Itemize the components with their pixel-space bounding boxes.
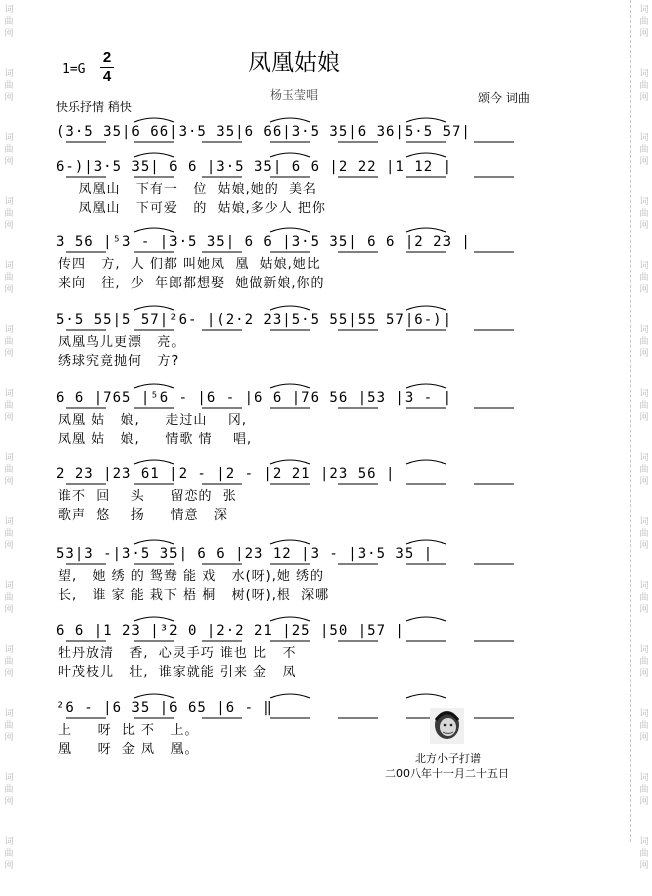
- lyric-line: 牡丹放清 香, 心灵手巧 谁也 比 不: [58, 646, 297, 661]
- watermark-group: [4, 64, 13, 128]
- watermark-glyph: 网: [639, 29, 649, 39]
- lyricist-composer: 颂今 词曲: [478, 91, 530, 105]
- watermark-glyph: 网: [4, 861, 14, 871]
- watermark-group: [4, 192, 13, 256]
- watermark-glyph: 网: [639, 541, 649, 551]
- lyric-line: 凤凰 姑 娘, 情歌 情 唱,: [58, 432, 253, 447]
- lyric-line: 望, 她 绣 的 鸳鸯 能 戏 水(呀),她 绣的: [58, 569, 324, 584]
- watermark-glyph: 曲: [639, 721, 649, 731]
- watermark-glyph: 曲: [639, 273, 649, 283]
- watermark-group: [639, 640, 648, 704]
- watermark-glyph: 网: [4, 541, 14, 551]
- watermark-glyph: 曲: [4, 529, 14, 539]
- watermark-glyph: 曲: [639, 593, 649, 603]
- watermark-glyph: 曲: [639, 17, 649, 27]
- watermark-glyph: 网: [639, 413, 649, 423]
- transcription-date: 二00八年十一月二十五日: [385, 767, 509, 780]
- lyric-line: 凰 呀 金 凤 凰。: [58, 742, 199, 757]
- watermark-glyph: 网: [4, 605, 14, 615]
- watermark-glyph: 网: [4, 221, 14, 231]
- watermark-glyph: 网: [639, 669, 649, 679]
- key-signature: 1=G: [62, 62, 86, 77]
- singer-credit: 杨玉莹唱: [270, 88, 319, 102]
- watermark-glyph: 曲: [4, 849, 14, 859]
- watermark-glyph: 网: [639, 349, 649, 359]
- watermark-glyph: 曲: [4, 209, 14, 219]
- watermark-group: [4, 320, 13, 384]
- watermark-glyph: 曲: [639, 401, 649, 411]
- watermark-group: [4, 768, 13, 832]
- watermark-right: [637, 0, 651, 896]
- watermark-glyph: 词: [4, 517, 14, 527]
- watermark-glyph: 曲: [639, 209, 649, 219]
- watermark-glyph: 网: [4, 93, 14, 103]
- page-edge-line: [630, 0, 631, 842]
- watermark-glyph: 词: [639, 837, 649, 847]
- notation-line: 5·5 55|5 57|²6- |(2·2 23|5·5 55|55 57|6-)|: [56, 312, 453, 328]
- notation-line: 3 56 |⁵3 - |3·5 35| 6 6 |3·5 35| 6 6 |2 23 |: [56, 234, 471, 250]
- notation-line: ²6 - |6 35 |6 65 |6 - ‖: [56, 700, 273, 716]
- watermark-glyph: 词: [639, 581, 649, 591]
- watermark-glyph: 网: [639, 157, 649, 167]
- watermark-glyph: 曲: [639, 529, 649, 539]
- watermark-group: [639, 128, 648, 192]
- lyric-line: 凤凰山 下可爱 的 姑娘,多少人 把你: [58, 201, 326, 216]
- watermark-glyph: 曲: [639, 81, 649, 91]
- watermark-glyph: 网: [4, 157, 14, 167]
- watermark-glyph: 曲: [4, 81, 14, 91]
- notation-line: 6-)|3·5 35| 6 6 |3·5 35| 6 6 |2 22 |1 12 |: [56, 159, 453, 175]
- watermark-glyph: 词: [639, 69, 649, 79]
- lyric-line: 传四 方, 人 们都 叫她凤 凰 姑娘,她比: [58, 257, 321, 272]
- watermark-glyph: 网: [639, 285, 649, 295]
- watermark-glyph: 网: [639, 797, 649, 807]
- watermark-glyph: 网: [4, 29, 14, 39]
- watermark-glyph: 网: [4, 477, 14, 487]
- lyric-line: 上 呀 比 不 上。: [58, 723, 199, 738]
- watermark-glyph: 词: [639, 517, 649, 527]
- watermark-glyph: 词: [639, 389, 649, 399]
- watermark-glyph: 词: [4, 773, 14, 783]
- watermark-glyph: 曲: [4, 337, 14, 347]
- watermark-glyph: 词: [4, 325, 14, 335]
- watermark-glyph: 词: [4, 389, 14, 399]
- watermark-glyph: 词: [4, 5, 14, 15]
- watermark-glyph: 曲: [4, 273, 14, 283]
- watermark-group: [4, 0, 13, 64]
- watermark-group: [4, 704, 13, 768]
- watermark-glyph: 网: [4, 669, 14, 679]
- watermark-glyph: 词: [4, 453, 14, 463]
- lyric-line: 凤凰山 下有一 位 姑娘,她的 美名: [58, 182, 317, 197]
- watermark-glyph: 词: [4, 69, 14, 79]
- watermark-glyph: 曲: [4, 785, 14, 795]
- time-sig-bottom: 4: [102, 68, 112, 85]
- lyric-line: 来向 往, 少 年郎都想娶 她做新娘,你的: [58, 276, 325, 291]
- notation-line: 53|3 -|3·5 35| 6 6 |23 12 |3 - |3·5 35 |: [56, 546, 434, 562]
- notation-line: (3·5 35|6 66|3·5 35|6 66|3·5 35|6 36|5·5 57|: [56, 124, 471, 140]
- watermark-group: [639, 192, 648, 256]
- watermark-glyph: 词: [639, 773, 649, 783]
- transcriber-avatar-icon: [430, 708, 464, 744]
- watermark-group: [639, 256, 648, 320]
- watermark-glyph: 词: [4, 645, 14, 655]
- watermark-glyph: 网: [639, 605, 649, 615]
- watermark-glyph: 词: [4, 581, 14, 591]
- watermark-glyph: 网: [639, 733, 649, 743]
- watermark-glyph: 网: [639, 221, 649, 231]
- watermark-group: [4, 512, 13, 576]
- notation-line: 2 23 |23 61 |2 - |2 - |2 21 |23 56 |: [56, 466, 396, 482]
- song-title: 凤凰姑娘: [248, 50, 340, 76]
- watermark-glyph: 网: [4, 413, 14, 423]
- watermark-glyph: 词: [639, 5, 649, 15]
- watermark-group: [639, 576, 648, 640]
- watermark-glyph: 网: [4, 285, 14, 295]
- watermark-glyph: 曲: [4, 657, 14, 667]
- watermark-glyph: 词: [639, 325, 649, 335]
- watermark-glyph: 网: [4, 349, 14, 359]
- watermark-glyph: 曲: [4, 17, 14, 27]
- transcriber-credit: 北方小子打谱: [415, 752, 481, 765]
- watermark-glyph: 词: [639, 709, 649, 719]
- watermark-group: [4, 256, 13, 320]
- watermark-glyph: 词: [639, 453, 649, 463]
- watermark-glyph: 曲: [4, 145, 14, 155]
- watermark-group: [639, 320, 648, 384]
- time-signature: [100, 50, 114, 85]
- watermark-glyph: 曲: [4, 721, 14, 731]
- watermark-group: [639, 768, 648, 832]
- watermark-glyph: 词: [639, 133, 649, 143]
- watermark-glyph: 网: [4, 733, 14, 743]
- watermark-group: [4, 128, 13, 192]
- watermark-glyph: 词: [4, 197, 14, 207]
- watermark-glyph: 词: [639, 261, 649, 271]
- watermark-glyph: 词: [4, 133, 14, 143]
- watermark-glyph: 曲: [4, 593, 14, 603]
- watermark-glyph: 网: [639, 477, 649, 487]
- watermark-group: [639, 384, 648, 448]
- watermark-group: [4, 640, 13, 704]
- watermark-group: [4, 576, 13, 640]
- watermark-glyph: 词: [639, 645, 649, 655]
- lyric-line: 歌声 悠 扬 情意 深: [58, 508, 228, 523]
- watermark-glyph: 曲: [639, 785, 649, 795]
- watermark-glyph: 曲: [4, 465, 14, 475]
- lyric-line: 绣球究竟抛何 方?: [58, 354, 180, 369]
- lyric-line: 凤凰鸟儿更漂 亮。: [58, 335, 186, 350]
- watermark-glyph: 曲: [639, 337, 649, 347]
- lyric-line: 叶茂枝儿 壮, 谁家就能 引来 金 凤: [58, 665, 297, 680]
- watermark-group: [639, 64, 648, 128]
- watermark-glyph: 曲: [639, 145, 649, 155]
- watermark-group: [639, 512, 648, 576]
- lyric-line: 谁不 回 头 留恋的 张: [58, 489, 237, 504]
- watermark-glyph: 词: [4, 261, 14, 271]
- watermark-glyph: 网: [4, 797, 14, 807]
- watermark-glyph: 曲: [639, 465, 649, 475]
- watermark-glyph: 词: [4, 837, 14, 847]
- lyric-line: 长, 谁 家 能 栽下 梧 桐 树(呀),根 深哪: [58, 588, 330, 603]
- watermark-group: [639, 448, 648, 512]
- notation-line: 6 6 |765 |⁵6 - |6 - |6 6 |76 56 |53 |3 - |: [56, 390, 453, 406]
- watermark-group: [639, 704, 648, 768]
- watermark-glyph: 网: [639, 93, 649, 103]
- tempo-marking: 快乐抒情 稍快: [56, 100, 132, 114]
- watermark-glyph: 曲: [639, 657, 649, 667]
- watermark-left: [2, 0, 16, 896]
- watermark-glyph: 词: [639, 197, 649, 207]
- lyric-line: 凤凰 姑 娘, 走过山 冈,: [58, 413, 247, 428]
- watermark-glyph: 词: [4, 709, 14, 719]
- time-sig-top: 2: [102, 49, 112, 66]
- watermark-glyph: 曲: [4, 401, 14, 411]
- watermark-group: [4, 448, 13, 512]
- watermark-glyph: 曲: [639, 849, 649, 859]
- watermark-group: [639, 0, 648, 64]
- watermark-group: [4, 384, 13, 448]
- notation-line: 6 6 |1 23 |³2 0 |2·2 21 |25 |50 |57 |: [56, 623, 405, 639]
- watermark-glyph: 网: [639, 861, 649, 871]
